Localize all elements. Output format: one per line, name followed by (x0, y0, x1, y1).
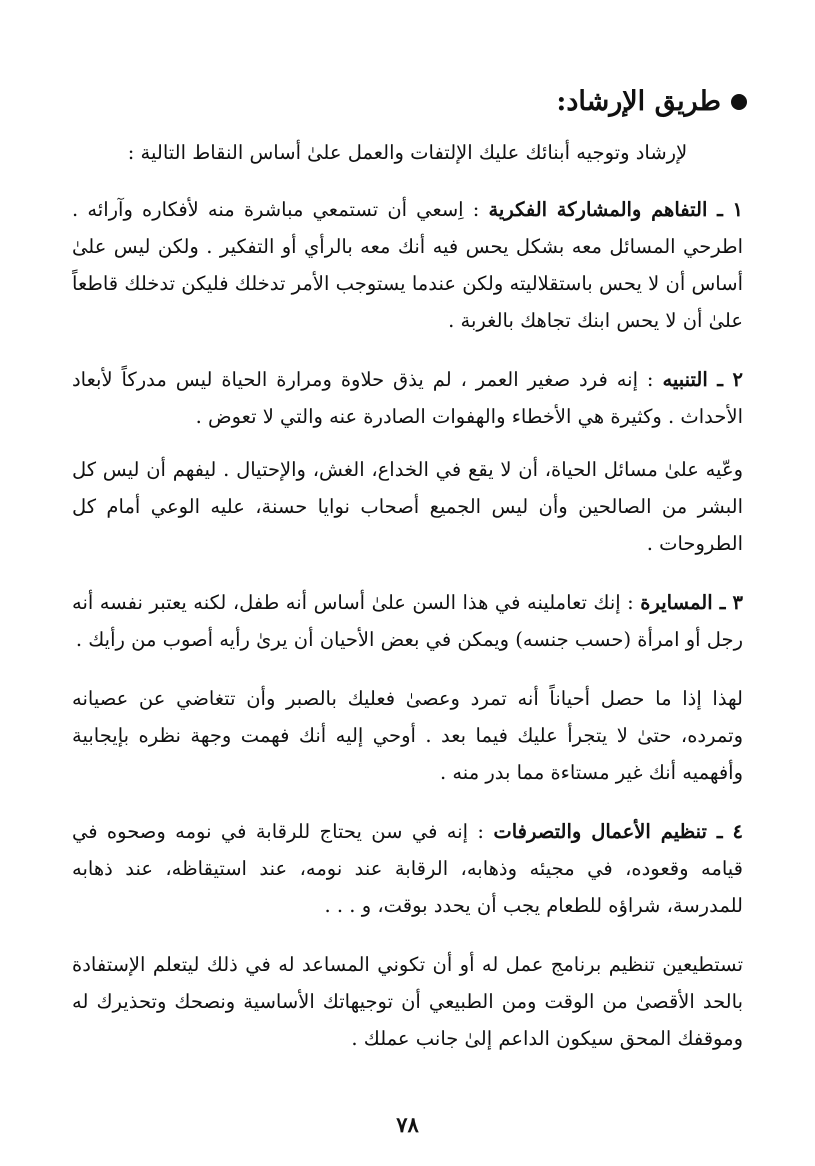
paragraph-body: : إنك تعاملينه في هذا السن علىٰ أساس أنه طفل، لكنه يعتبر نفسه أنه رجل أو امرأة (حسب جنسه) ويمكن في بعض الأحيان أن يرىٰ رأيه أصوب من رأيك . (72, 591, 743, 651)
paragraph-alerting (72, 361, 743, 435)
paragraph-program (72, 946, 743, 1057)
paragraph-body: : إنه في سن يحتاج للرقابة في نومه وصحوه في قيامه وقعوده، في مجيئه وذهابه، الرقابة عند نومه، عند استيقاظه، عند ذهابه للمدرسة، شراؤه للطعام يجب أن يحدد بوقت، و . . . (72, 820, 743, 917)
point-lead: ٢ ـ التنبيه (662, 368, 743, 391)
paragraph-body: : اِسعي أن تستمعي مباشرة منه لأفكاره وآرائه . اطرحي المسائل معه بشكل يحس فيه أنك معه بالرأي أو التفكير . ولكن ليس علىٰ أساس أن لا يحس باستقلاليته ولكن عندما يستوجب الأمر تدخلك فليكن تدخلك قاطعاً علىٰ أن لا يحس ابنك تجاهك بالغربة . (72, 198, 743, 332)
paragraph-awareness (72, 451, 743, 562)
point-lead: ١ ـ التفاهم والمشاركة الفكرية (488, 198, 744, 221)
heading-title: طريق الإرشاد: (556, 86, 721, 117)
point-lead: ٤ ـ تنظيم الأعمال والتصرفات (493, 820, 744, 843)
paragraph-understanding (72, 191, 743, 339)
intro-text: لإرشاد وتوجيه أبنائك عليك الإلتفات والعمل علىٰ أساس النقاط التالية : (127, 141, 688, 164)
paragraph-body: لهذا إذا ما حصل أحياناً أنه تمرد وعصىٰ فعليك بالصبر وأن تتغاضي عن عصيانه وتمرده، حتىٰ لا يتجرأ عليك فيما بعد . أوحي إليه أنك فهمت وجهة نظره بإيجابية وأفهميه أنك غير مستاءة مما بدر منه . (72, 687, 743, 784)
section-heading (72, 82, 747, 122)
paragraph-accommodation (72, 584, 743, 658)
paragraph-body: تستطيعين تنظيم برنامج عمل له أو أن تكوني المساعد له في ذلك ليتعلم الإستفادة بالحد الأقصىٰ من الوقت ومن الطبيعي أن توجيهاتك الأساسية ونصحك وتحذيرك له وموقفك المحق سيكون الداعم إلىٰ جانب عملك . (72, 953, 743, 1050)
page-number: ٧٨ (396, 1112, 419, 1137)
paragraph-body: وعّيه علىٰ مسائل الحياة، أن لا يقع في الخداع، الغش، والإحتيال . ليفهم أن ليس كل البشر من الصالحين وأن ليس الجميع أصحاب نوايا حسنة، عليه الوعي أمام كل الطروحات . (72, 458, 743, 555)
paragraph-organizing (72, 813, 743, 924)
point-lead: ٣ ـ المسايرة (640, 591, 743, 614)
paragraph-body: : إنه فرد صغير العمر ، لم يذق حلاوة ومرارة الحياة ليس مدركاً لأبعاد الأحداث . وكثيرة هي الأخطاء والهفوات الصادرة عنه والتي لا تعوض . (72, 368, 743, 428)
bullet-icon (731, 94, 747, 110)
paragraph-patience (72, 680, 743, 791)
